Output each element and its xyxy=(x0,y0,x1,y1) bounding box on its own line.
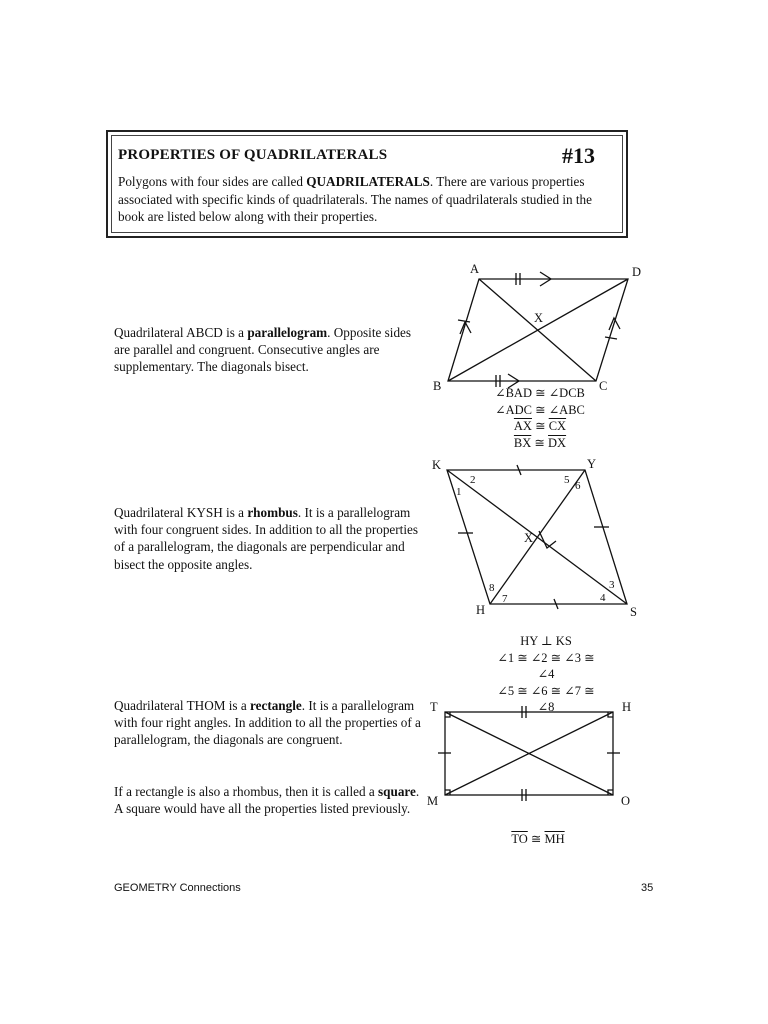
label-k: K xyxy=(432,458,442,472)
angle-5: 5 xyxy=(564,474,570,486)
label-a: A xyxy=(470,262,480,276)
parallelogram-relations xyxy=(478,385,602,451)
relation-perpendicular: HY ⊥ KS xyxy=(520,634,572,648)
label-o: O xyxy=(621,794,631,808)
relation-angles-5-8: ∠5 ≅ ∠6 ≅ ∠7 ≅ ∠8 xyxy=(497,683,595,714)
square-term: square xyxy=(378,784,416,799)
angle-2: 2 xyxy=(470,474,476,486)
label-s: S xyxy=(630,605,637,619)
rhombus-term: rhombus xyxy=(247,505,298,520)
rectangle-term: rectangle xyxy=(250,698,302,713)
label-c: C xyxy=(599,379,608,393)
relation-angle-bad: ∠BAD ≅ ∠DCB xyxy=(495,386,585,400)
label-x: X xyxy=(534,311,544,325)
rectangle-description: Quadrilateral THOM is a rectangle. It is a parallelogram with four right angles. In addition to all the properties of a parallelogram, the diagonals are congruent. xyxy=(114,698,421,748)
angle-3: 3 xyxy=(609,579,615,591)
relation-ax-cx: $\overline{AX}$ ≅ $\overline{CX}$ xyxy=(513,419,567,433)
angle-1: 1 xyxy=(456,486,462,498)
footer-book-title: GEOMETRY Connections xyxy=(114,882,241,894)
page-title: PROPERTIES OF QUADRILATERALS xyxy=(118,147,388,163)
parallelogram-description: Quadrilateral ABCD is a parallelogram. Opposite sides are parallel and congruent. Consecutive angles are supplementary. The diagonals bisect. xyxy=(114,325,412,375)
relation-angles-1-4: ∠1 ≅ ∠2 ≅ ∠3 ≅ ∠4 xyxy=(497,650,595,681)
label-x-rhombus: X xyxy=(524,531,534,545)
rectangle-relation: $\overline{TO}$ ≅ $\overline{MH}$ xyxy=(511,832,565,846)
section-number: #13 xyxy=(562,143,595,168)
label-d: D xyxy=(632,265,642,279)
relation-bx-dx: $\overline{BX}$ ≅ $\overline{DX}$ xyxy=(513,435,567,450)
rhombus-description: Quadrilateral KYSH is a rhombus. It is a parallelogram with four congruent sides. In addition to all the properties of a parallelogram, the diagonals are perpendicular and bisect the opposite angles. xyxy=(114,505,418,572)
quadrilaterals-term: QUADRILATERALS xyxy=(306,174,430,189)
rhombus-relations xyxy=(490,633,602,716)
angle-4: 4 xyxy=(600,592,606,604)
label-m: M xyxy=(427,794,439,808)
label-t: T xyxy=(430,700,438,714)
angle-7: 7 xyxy=(502,593,508,605)
relation-angle-adc: ∠ADC ≅ ∠ABC xyxy=(495,402,585,417)
square-description: If a rectangle is also a rhombus, then it is called a square. A square would have all the properties listed previously. xyxy=(114,784,420,817)
label-h: H xyxy=(476,603,486,617)
diagonal-hy xyxy=(490,470,585,604)
page-number: 35 xyxy=(641,882,654,894)
angle-8: 8 xyxy=(489,582,495,594)
label-y: Y xyxy=(587,457,597,471)
rectangle-figure xyxy=(438,706,620,801)
rhombus-figure xyxy=(447,465,627,609)
parallelogram-term: parallelogram xyxy=(247,325,328,340)
intro-paragraph: Polygons with four sides are called QUADRILATERALS. There are various properties associated with specific kinds of quadrilaterals. The names of quadrilaterals studied in the book are listed below along with their properties. xyxy=(118,174,592,225)
label-h-rect: H xyxy=(622,700,632,714)
parallelogram-figure xyxy=(448,272,628,388)
label-b: B xyxy=(433,379,442,393)
angle-6: 6 xyxy=(575,480,581,492)
